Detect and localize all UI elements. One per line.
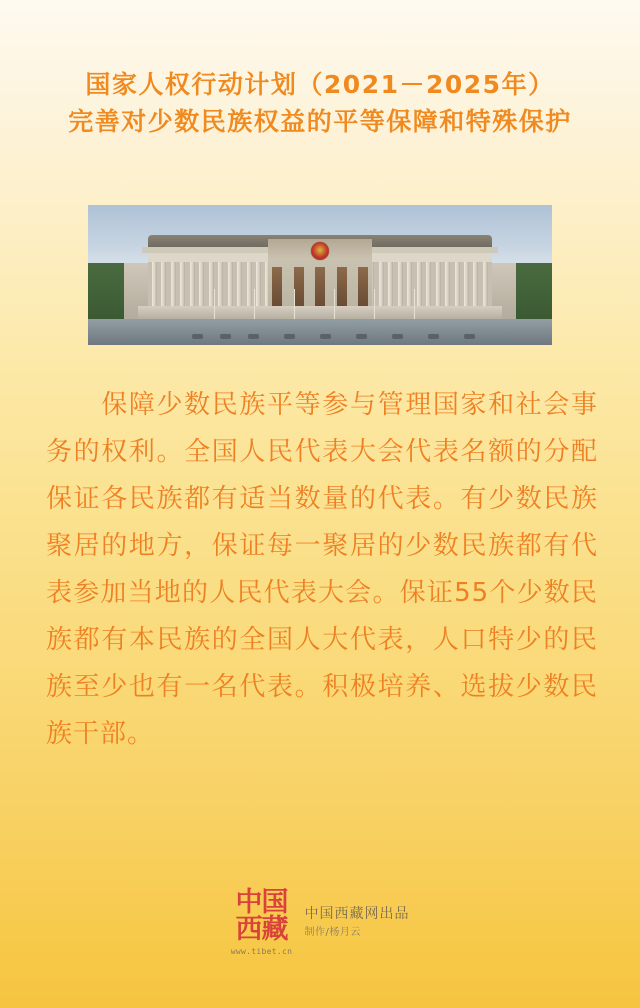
great-hall-photo — [88, 205, 552, 345]
poster-title — [0, 66, 640, 140]
tibet-logo — [231, 889, 293, 956]
footer-credits — [305, 906, 410, 940]
title-line-1: 国家人权行动计划（2021－2025年） — [85, 70, 555, 99]
logo-url: www.tibet.cn — [230, 947, 293, 956]
title-line-2: 完善对少数民族权益的平等保障和特殊保护 — [68, 107, 572, 136]
poster-footer — [0, 889, 640, 956]
parked-cars — [88, 332, 552, 339]
plaza-ground — [88, 315, 552, 345]
logo-glyphs: 中国西藏 — [235, 887, 288, 945]
flagpoles — [88, 285, 552, 319]
producer-credit: 制作/杨月云 — [304, 927, 361, 938]
publisher-name: 中国西藏网出品 — [304, 905, 410, 922]
body-paragraph: 保障少数民族平等参与管理国家和社会事务的权利。全国人民代表大会代表名额的分配保证各民族都有适当数量的代表。有少数民族聚居的地方，保证每一聚居的少数民族都有代表参加当地的人民代表大会。保证55个少数民族都有本民族的全国人大代表，人口特少的民族至少也有一名代表。积极培养、选拔少数民族干部。 — [46, 390, 598, 749]
national-emblem-icon — [311, 242, 329, 260]
